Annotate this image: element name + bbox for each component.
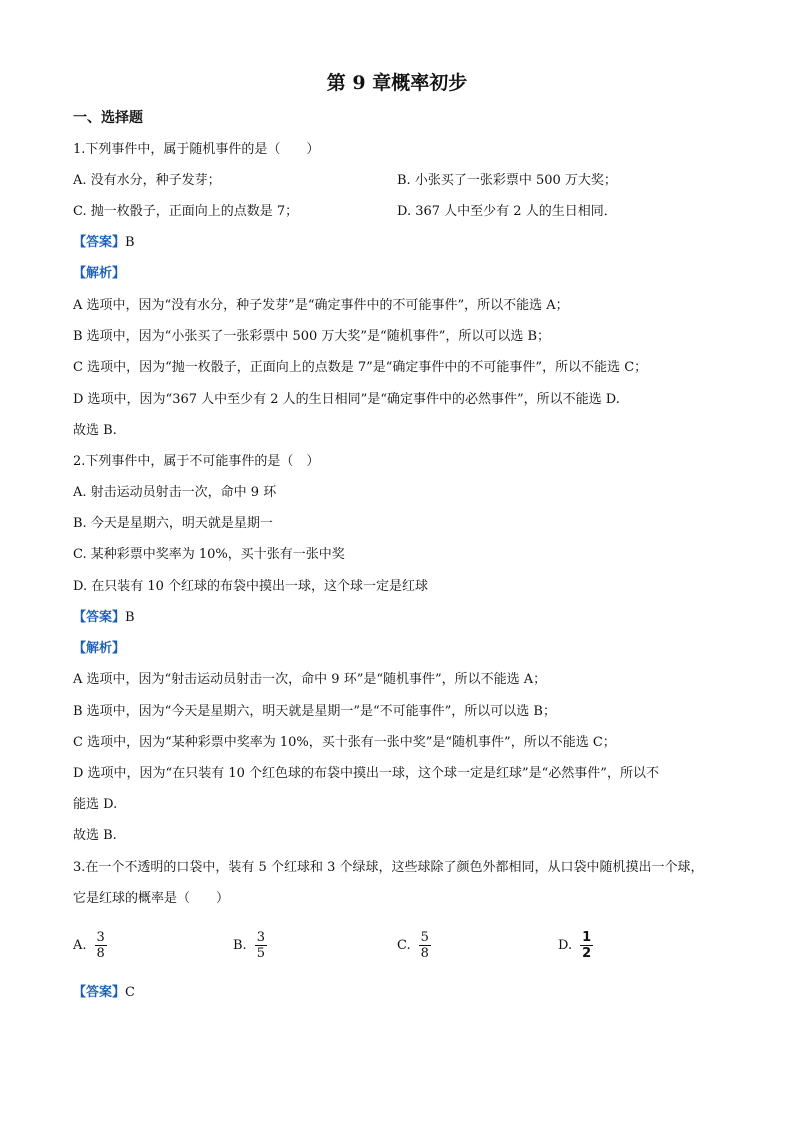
question-2-analysis-tag: 【解析】: [73, 641, 126, 656]
page-title: 第 9 章概率初步: [326, 72, 468, 94]
fraction-numerator: 3: [96, 929, 105, 945]
question-2-analysis-line: 故选 B.: [73, 828, 117, 843]
question-3-option-d: [558, 925, 593, 965]
question-3-stem-line-1: 3.在一个不透明的口袋中，装有 5 个红球和 3 个绿球，这些球除了颜色外都相同，从口袋中随机摸出一个球，: [73, 860, 704, 875]
question-1-option-b: B. 小张买了一张彩票中 500 万大奖；: [397, 173, 617, 188]
question-2-analysis-line: A 选项中，因为“射击运动员射击一次，命中 9 环”是“随机事件”，所以不能选 A；: [73, 672, 547, 687]
fraction-denominator: 8: [96, 945, 105, 961]
question-2-option-a: A. 射击运动员射击一次，命中 9 环: [73, 485, 277, 500]
question-2-analysis-line: D 选项中，因为“在只装有 10 个红色球的布袋中摸出一球，这个球一定是红球”是“必然事件”，所以不: [73, 766, 659, 781]
answer-tag: 【答案】: [73, 235, 126, 250]
option-label: C.: [397, 937, 411, 953]
question-1-analysis-line: A 选项中，因为“没有水分，种子发芽”是“确定事件中的不可能事件”，所以不能选 A；: [73, 298, 569, 313]
question-2-analysis-line: B 选项中，因为“今天是星期六，明天就是星期一”是“不可能事件”，所以可以选 B；: [73, 704, 556, 719]
fraction-numerator: 5: [420, 929, 429, 945]
fraction-denominator: 2: [582, 945, 592, 961]
answer-value: B: [125, 610, 135, 625]
question-2-answer: [73, 608, 135, 628]
question-1-answer: [73, 233, 135, 253]
question-2-analysis-line: 能选 D.: [73, 797, 118, 812]
question-3-stem-line-2: 它是红球的概率是（ ）: [73, 891, 230, 906]
question-1-option-d: D. 367 人中至少有 2 人的生日相同．: [397, 204, 617, 219]
question-2-analysis-line: C 选项中，因为“某种彩票中奖率为 10%，买十张有一张中奖”是“随机事件”，所以不能选 C；: [73, 735, 616, 750]
question-1-analysis-line: D 选项中，因为“367 人中至少有 2 人的生日相同”是“确定事件中的必然事件”，所以不能选 D.: [73, 392, 620, 407]
question-3-answer: [73, 983, 135, 1003]
question-2-option-d: D. 在只装有 10 个红球的布袋中摸出一球，这个球一定是红球: [73, 579, 429, 594]
question-1-option-c: C. 抛一枚骰子，正面向上的点数是 7；: [73, 204, 299, 219]
question-1-stem: 1.下列事件中，属于随机事件的是（ ）: [73, 142, 320, 157]
answer-tag: 【答案】: [73, 985, 126, 1000]
fraction-denominator: 5: [256, 945, 265, 961]
answer-tag: 【答案】: [73, 610, 126, 625]
question-2-option-b: B. 今天是星期六，明天就是星期一: [73, 516, 273, 531]
fraction-numerator: 3: [256, 929, 265, 945]
section-heading: 一、选择题: [73, 110, 143, 126]
answer-value: B: [125, 235, 135, 250]
fraction: [580, 930, 593, 961]
question-1-analysis-line: 故选 B.: [73, 423, 117, 438]
option-label: D.: [558, 937, 573, 953]
option-label: B.: [233, 937, 247, 953]
question-2-stem: 2.下列事件中，属于不可能事件的是（ ）: [73, 454, 320, 469]
question-2-option-c: C. 某种彩票中奖率为 10%，买十张有一张中奖: [73, 547, 345, 562]
question-1-analysis-tag: 【解析】: [73, 266, 126, 281]
option-label: A.: [73, 937, 87, 953]
question-3-option-b: [233, 925, 267, 965]
question-3-option-a: [73, 925, 107, 965]
fraction: [419, 930, 431, 961]
question-1-analysis-line: B 选项中，因为“小张买了一张彩票中 500 万大奖”是“随机事件”，所以可以选 B；: [73, 329, 551, 344]
question-1-analysis-line: C 选项中，因为“抛一枚骰子，正面向上的点数是 7”是“确定事件中的不可能事件”，所以不能选 C；: [73, 360, 648, 375]
fraction-denominator: 8: [420, 945, 429, 961]
answer-value: C: [125, 985, 135, 1000]
fraction: [95, 930, 107, 961]
fraction: [255, 930, 267, 961]
question-3-option-c: [397, 925, 431, 965]
question-1-option-a: A. 没有水分，种子发芽；: [73, 173, 221, 188]
fraction-numerator: 1: [582, 929, 592, 945]
